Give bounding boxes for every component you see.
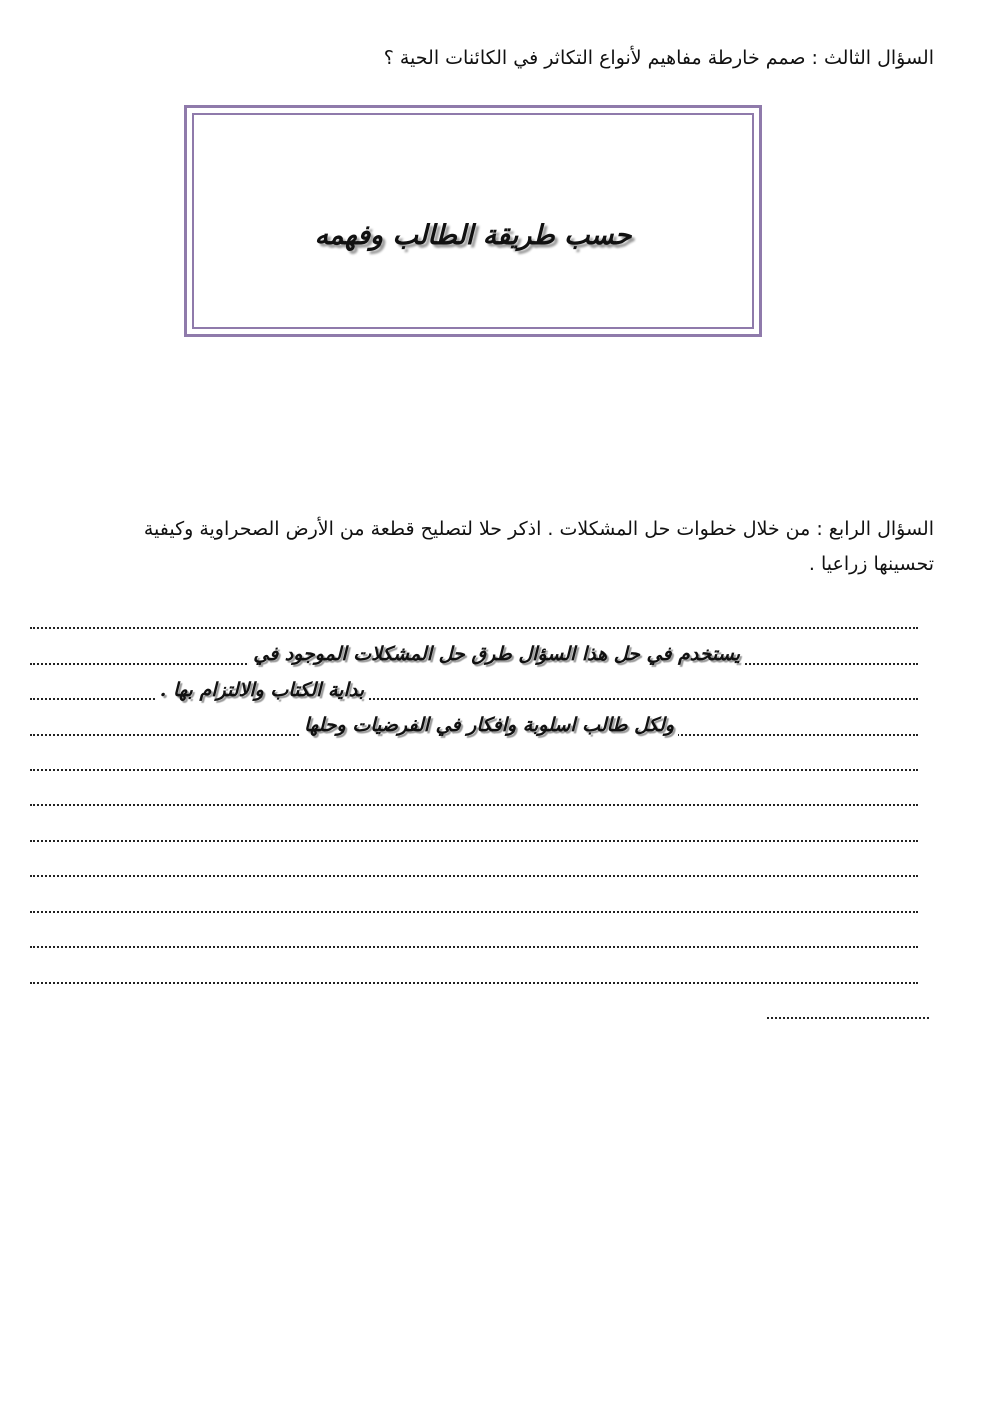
answer-dotted-line: [30, 857, 918, 877]
answer-dotted-line: [30, 964, 918, 984]
answer-dotted-line: [30, 822, 918, 842]
answer-line-3: ولكل طالب اسلوبة وافكار في الفرضيات وحلها: [300, 713, 678, 737]
answer-dotted-line: [30, 786, 918, 806]
answer-dotted-line: [30, 751, 918, 771]
answer-line-2: بداية الكتاب والالتزام بها .: [156, 678, 368, 702]
concept-map-box: [184, 105, 762, 337]
question-4-line-2: تحسينها زراعيا .: [808, 553, 934, 575]
answer-dotted-line: [30, 893, 918, 913]
answer-dotted-line-end: [767, 999, 929, 1019]
answer-line-1: يستخدم في حل هذا السؤال طرق حل المشكلات الموجود في: [249, 642, 744, 666]
question-4-line-1: السؤال الرابع : من خلال خطوات حل المشكلات . اذكر حلا لتصليح قطعة من الأرض الصحراوية وكيفية: [143, 518, 934, 540]
question-3-text: السؤال الثالث : صمم خارطة مفاهيم لأنواع التكاثر في الكائنات الحية ؟: [383, 47, 934, 69]
concept-map-box-text: حسب طريقة الطالب وفهمه: [314, 220, 632, 251]
answer-dotted-line: [30, 609, 918, 629]
answer-dotted-line: [30, 928, 918, 948]
